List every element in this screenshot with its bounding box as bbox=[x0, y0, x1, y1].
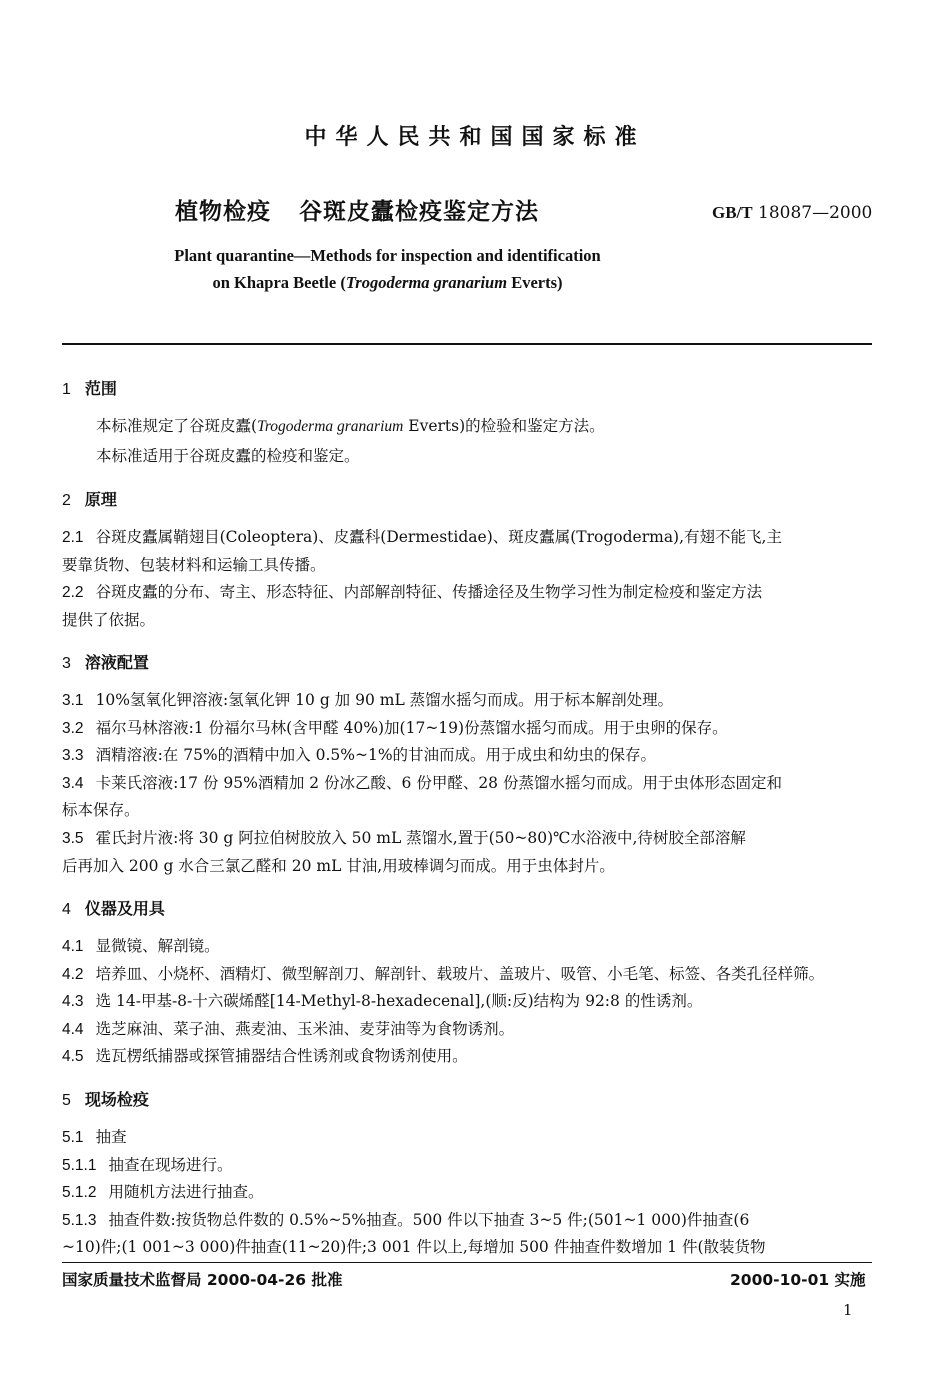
clause-4-4 bbox=[62, 1017, 514, 1039]
section-5-title: 现场检疫 bbox=[84, 1090, 149, 1109]
implementation-date: 2000-10-01 实施 bbox=[730, 1271, 866, 1289]
clause-2-2-line1 bbox=[62, 580, 762, 602]
clause-3-2-number: 3.2 bbox=[62, 720, 84, 737]
clause-2-1-line1 bbox=[62, 525, 782, 547]
clause-2-2-number: 2.2 bbox=[62, 584, 84, 601]
clause-4-5-text: 选瓦楞纸捕器或探管捕器结合性诱剂或食物诱剂使用。 bbox=[95, 1047, 468, 1065]
section-2-heading bbox=[62, 487, 117, 510]
clause-4-4-number: 4.4 bbox=[62, 1021, 84, 1038]
clause-5-1-2-text: 用随机方法进行抽查。 bbox=[108, 1183, 264, 1201]
clause-5-1 bbox=[62, 1125, 127, 1147]
clause-4-5-number: 4.5 bbox=[62, 1048, 84, 1065]
clause-3-4-text: 卡莱氏溶液:17 份 95%酒精加 2 份冰乙酸、6 份甲醛、28 份蒸馏水摇匀而成。用于虫体形态固定和 bbox=[95, 774, 782, 792]
clause-5-1-1-text: 抽查在现场进行。 bbox=[108, 1156, 233, 1174]
clause-3-5-line2: 后再加入 200 g 水合三氯乙醛和 20 mL 甘油,用玻棒调匀而成。用于虫体封片。 bbox=[62, 857, 615, 875]
clause-5-1-2 bbox=[62, 1180, 264, 1202]
clause-3-2 bbox=[62, 716, 728, 738]
clause-3-1 bbox=[62, 688, 673, 710]
section-5-number: 5 bbox=[62, 1092, 71, 1109]
standard-org-header: 中华人民共和国国家标准 bbox=[304, 125, 646, 150]
s1-p1-b: Everts)的检验和鉴定方法。 bbox=[403, 417, 605, 435]
s1-p1-a: 本标准规定了谷斑皮蠹( bbox=[96, 417, 258, 435]
section-1-para-1 bbox=[96, 414, 605, 436]
clause-3-5-line1 bbox=[62, 826, 746, 848]
section-4-title: 仪器及用具 bbox=[84, 899, 165, 918]
section-2-title: 原理 bbox=[84, 490, 117, 509]
clause-3-5-text: 霍氏封片液:将 30 g 阿拉伯树胶放入 50 mL 蒸馏水,置于(50~80)℃水浴液中,待树胶全部溶解 bbox=[95, 829, 746, 847]
en-line2-a: on Khapra Beetle ( bbox=[212, 273, 346, 292]
clause-4-3 bbox=[62, 989, 702, 1011]
english-title-line2 bbox=[0, 273, 775, 293]
s1-p1-species: Trogoderma granarium bbox=[257, 418, 404, 435]
section-3-number: 3 bbox=[62, 655, 71, 672]
clause-4-1 bbox=[62, 934, 220, 956]
document-title bbox=[175, 193, 539, 226]
clause-5-1-1-number: 5.1.1 bbox=[62, 1157, 97, 1174]
clause-2-1-number: 2.1 bbox=[62, 529, 84, 546]
clause-3-4-line2: 标本保存。 bbox=[62, 801, 140, 819]
section-1-para-2: 本标准适用于谷斑皮蠹的检疫和鉴定。 bbox=[96, 447, 360, 465]
section-4-number: 4 bbox=[62, 901, 71, 918]
en-line2-b: Everts) bbox=[507, 273, 563, 292]
english-title-line1: Plant quarantine—Methods for inspection and identification bbox=[174, 246, 601, 265]
clause-3-5-number: 3.5 bbox=[62, 830, 84, 847]
header-divider bbox=[62, 343, 872, 345]
en-line2-species: Trogoderma granarium bbox=[345, 273, 508, 292]
clause-3-1-number: 3.1 bbox=[62, 692, 84, 709]
clause-4-2-text: 培养皿、小烧杯、酒精灯、微型解剖刀、解剖针、载玻片、盖玻片、吸管、小毛笔、标签、各类孔径样筛。 bbox=[95, 965, 825, 983]
clause-3-3-number: 3.3 bbox=[62, 747, 84, 764]
clause-2-1-line2: 要靠货物、包装材料和运输工具传播。 bbox=[62, 556, 326, 574]
clause-5-1-3-text: 抽查件数:按货物总件数的 0.5%~5%抽查。500 件以下抽查 3~5 件;(501~1 000)件抽查(6 bbox=[108, 1211, 750, 1229]
title-part-a: 植物检疫 bbox=[175, 199, 271, 225]
clause-5-1-2-number: 5.1.2 bbox=[62, 1184, 97, 1201]
clause-3-4-number: 3.4 bbox=[62, 775, 84, 792]
section-1-number: 1 bbox=[62, 381, 71, 398]
clause-4-3-number: 4.3 bbox=[62, 993, 84, 1010]
clause-4-1-number: 4.1 bbox=[62, 938, 84, 955]
section-3-title: 溶液配置 bbox=[84, 653, 149, 672]
clause-5-1-3-line2: ~10)件;(1 001~3 000)件抽查(11~20)件;3 001 件以上,每增加 500 件抽查件数增加 1 件(散装货物 bbox=[62, 1238, 766, 1256]
section-1-heading bbox=[62, 376, 117, 399]
section-4-heading bbox=[62, 896, 165, 919]
footer-divider bbox=[62, 1262, 872, 1263]
clause-3-3-text: 酒精溶液:在 75%的酒精中加入 0.5%~1%的甘油而成。用于成虫和幼虫的保存。 bbox=[95, 746, 657, 764]
clause-2-1-text: 谷斑皮蠹属鞘翅目(Coleoptera)、皮蠹科(Dermestidae)、斑皮蠹属(Trogoderma),有翅不能飞,主 bbox=[95, 528, 782, 546]
page-number: 1 bbox=[843, 1301, 853, 1319]
clause-5-1-3-number: 5.1.3 bbox=[62, 1212, 97, 1229]
clause-4-2-number: 4.2 bbox=[62, 966, 84, 983]
title-part-b: 谷斑皮蠹检疫鉴定方法 bbox=[299, 199, 539, 225]
clause-3-3 bbox=[62, 743, 656, 765]
section-3-heading bbox=[62, 650, 149, 673]
clause-3-1-text: 10%氢氧化钾溶液:氢氧化钾 10 g 加 90 mL 蒸馏水摇匀而成。用于标本解剖处理。 bbox=[95, 691, 674, 709]
clause-5-1-3-line1 bbox=[62, 1208, 749, 1230]
section-1-title: 范围 bbox=[84, 379, 117, 398]
clause-5-1-number: 5.1 bbox=[62, 1129, 84, 1146]
clause-5-1-text: 抽查 bbox=[95, 1128, 127, 1146]
standard-code bbox=[712, 203, 872, 223]
clause-4-3-text: 选 14-甲基-8-十六碳烯醛[14-Methyl-8-hexadecenal],(顺:反)结构为 92:8 的性诱剂。 bbox=[95, 992, 703, 1010]
code-prefix: GB/T bbox=[712, 203, 753, 222]
clause-3-2-text: 福尔马林溶液:1 份福尔马林(含甲醛 40%)加(17~19)份蒸馏水摇匀而成。用于虫卵的保存。 bbox=[95, 719, 728, 737]
clause-4-5 bbox=[62, 1044, 468, 1066]
clause-4-4-text: 选芝麻油、菜子油、燕麦油、玉米油、麦芽油等为食物诱剂。 bbox=[95, 1020, 515, 1038]
section-5-heading bbox=[62, 1087, 149, 1110]
approval-date: 国家质量技术监督局 2000-04-26 批准 bbox=[62, 1271, 343, 1289]
clause-2-2-text: 谷斑皮蠹的分布、寄主、形态特征、内部解剖特征、传播途径及生物学习性为制定检疫和鉴定方法 bbox=[95, 583, 763, 601]
clause-3-4-line1 bbox=[62, 771, 782, 793]
clause-4-2 bbox=[62, 962, 824, 984]
clause-5-1-1 bbox=[62, 1153, 233, 1175]
clause-2-2-line2: 提供了依据。 bbox=[62, 611, 156, 629]
section-2-number: 2 bbox=[62, 492, 71, 509]
code-number: 18087—2000 bbox=[758, 203, 873, 223]
clause-4-1-text: 显微镜、解剖镜。 bbox=[95, 937, 220, 955]
